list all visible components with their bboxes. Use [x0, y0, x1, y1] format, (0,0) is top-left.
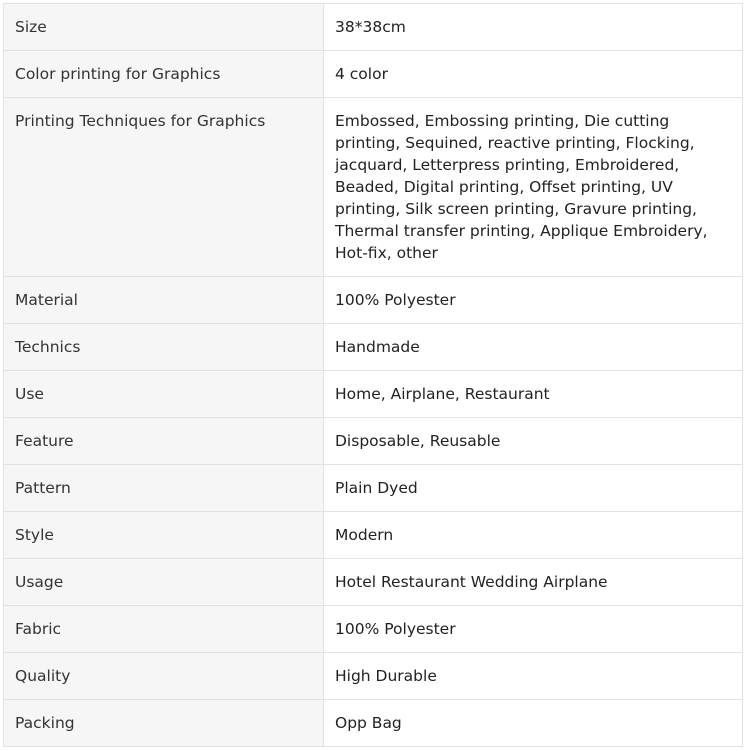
spec-value: Plain Dyed — [324, 465, 743, 512]
table-row — [4, 324, 743, 371]
table-row — [4, 418, 743, 465]
spec-label: Material — [4, 277, 324, 324]
table-row — [4, 559, 743, 606]
spec-value: 38*38cm — [324, 4, 743, 51]
spec-value: Embossed, Embossing printing, Die cutting printing, Sequined, reactive printing, Flocking, jacquard, Letterpress printing, Embroidered, Beaded, Digital printing, Offset printing, UV printing, Silk screen printing, Gravure printing, Thermal transfer printing, Applique Embroidery, Hot-fix, other — [324, 98, 743, 277]
table-row — [4, 700, 743, 747]
spec-value: Opp Bag — [324, 700, 743, 747]
spec-label: Size — [4, 4, 324, 51]
spec-value: 100% Polyester — [324, 606, 743, 653]
table-row — [4, 465, 743, 512]
spec-label: Feature — [4, 418, 324, 465]
table-row — [4, 512, 743, 559]
spec-label: Pattern — [4, 465, 324, 512]
spec-label: Technics — [4, 324, 324, 371]
spec-label: Style — [4, 512, 324, 559]
spec-label: Printing Techniques for Graphics — [4, 98, 324, 277]
spec-label: Usage — [4, 559, 324, 606]
spec-value: Disposable, Reusable — [324, 418, 743, 465]
spec-label: Use — [4, 371, 324, 418]
spec-value: 100% Polyester — [324, 277, 743, 324]
table-row — [4, 98, 743, 277]
spec-table-body — [4, 4, 743, 747]
spec-value: Modern — [324, 512, 743, 559]
table-row — [4, 606, 743, 653]
spec-label: Packing — [4, 700, 324, 747]
product-spec-table — [3, 3, 743, 747]
table-row — [4, 4, 743, 51]
table-row — [4, 277, 743, 324]
spec-value: High Durable — [324, 653, 743, 700]
spec-value: Handmade — [324, 324, 743, 371]
table-row — [4, 653, 743, 700]
spec-value: 4 color — [324, 51, 743, 98]
spec-label: Color printing for Graphics — [4, 51, 324, 98]
spec-value: Home, Airplane, Restaurant — [324, 371, 743, 418]
table-row — [4, 51, 743, 98]
spec-label: Fabric — [4, 606, 324, 653]
spec-value: Hotel Restaurant Wedding Airplane — [324, 559, 743, 606]
spec-label: Quality — [4, 653, 324, 700]
table-row — [4, 371, 743, 418]
